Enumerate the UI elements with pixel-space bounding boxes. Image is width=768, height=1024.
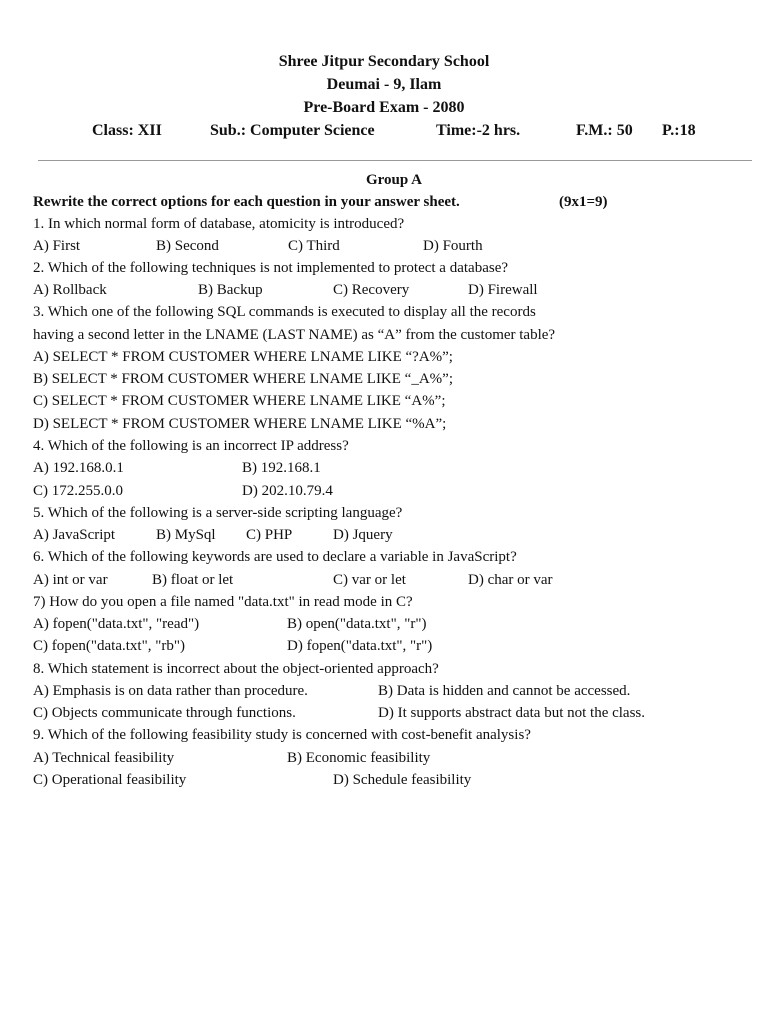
option: B) Backup — [198, 282, 263, 298]
question-4-options-row2 — [33, 483, 753, 503]
question-9: 9. Which of the following feasibility study is concerned with cost-benefit analysis? — [33, 727, 531, 743]
option: A) Emphasis is on data rather than procedure. — [33, 683, 308, 699]
option: D) fopen("data.txt", "r") — [287, 638, 433, 654]
school-address: Deumai - 9, Ilam — [326, 76, 442, 93]
option: A) int or var — [33, 572, 108, 588]
question-9-options-row1 — [33, 750, 753, 770]
option: B) MySql — [156, 527, 216, 543]
option: C) Recovery — [333, 282, 410, 298]
exam-title: Pre-Board Exam - 2080 — [303, 99, 465, 116]
school-name: Shree Jitpur Secondary School — [278, 53, 490, 70]
option: C) Third — [288, 238, 340, 254]
option: B) float or let — [152, 572, 234, 588]
exam-meta — [0, 122, 768, 144]
option: D) Schedule feasibility — [333, 772, 472, 788]
question-4-options-row1 — [33, 460, 753, 480]
option: D) char or var — [468, 572, 553, 588]
option: C) Objects communicate through functions. — [33, 705, 296, 721]
question-3: 3. Which one of the following SQL commands is executed to display all the records — [33, 304, 536, 320]
option: A) JavaScript — [33, 527, 116, 543]
question-3-option-b: B) SELECT * FROM CUSTOMER WHERE LNAME LIKE “_A%”; — [33, 371, 453, 387]
question-3-option-d: D) SELECT * FROM CUSTOMER WHERE LNAME LIKE “%A”; — [33, 416, 447, 432]
option: C) var or let — [333, 572, 406, 588]
option: A) Rollback — [33, 282, 107, 298]
option: C) PHP — [246, 527, 293, 543]
option: D) It supports abstract data but not the class. — [378, 705, 646, 721]
option: B) Second — [156, 238, 219, 254]
question-6-options — [33, 572, 753, 592]
question-3-option-a: A) SELECT * FROM CUSTOMER WHERE LNAME LIKE “?A%”; — [33, 349, 453, 365]
option: A) First — [33, 238, 81, 254]
option: B) Data is hidden and cannot be accessed. — [378, 683, 631, 699]
subject-label: Sub.: Computer Science — [210, 122, 375, 139]
group-marks: (9x1=9) — [559, 194, 608, 210]
pass-marks-label: P.:18 — [662, 122, 696, 139]
group-title: Group A — [366, 172, 422, 188]
question-9-options-row2 — [33, 772, 753, 792]
option: A) 192.168.0.1 — [33, 460, 124, 476]
question-8-options-row1 — [33, 683, 753, 703]
question-2: 2. Which of the following techniques is not implemented to protect a database? — [33, 260, 509, 276]
question-6: 6. Which of the following keywords are used to declare a variable in JavaScript? — [33, 549, 517, 565]
option: B) Economic feasibility — [287, 750, 431, 766]
instruction-text: Rewrite the correct options for each question in your answer sheet. — [33, 194, 460, 210]
option: D) 202.10.79.4 — [242, 483, 333, 499]
option: A) fopen("data.txt", "read") — [33, 616, 200, 632]
option: C) Operational feasibility — [33, 772, 187, 788]
question-1-options — [33, 238, 753, 258]
question-7-options-row1 — [33, 616, 753, 636]
question-3-cont: having a second letter in the LNAME (LAST NAME) as “A” from the customer table? — [33, 327, 556, 343]
option: C) fopen("data.txt", "rb") — [33, 638, 185, 654]
option: D) Jquery — [333, 527, 393, 543]
question-7-options-row2 — [33, 638, 753, 658]
question-5: 5. Which of the following is a server-side scripting language? — [33, 505, 403, 521]
option: B) open("data.txt", "r") — [287, 616, 427, 632]
question-4: 4. Which of the following is an incorrect IP address? — [33, 438, 349, 454]
question-7: 7) How do you open a file named "data.txt" in read mode in C? — [33, 594, 413, 610]
class-label: Class: XII — [92, 122, 162, 139]
question-8-options-row2 — [33, 705, 753, 725]
question-2-options — [33, 282, 753, 302]
question-1: 1. In which normal form of database, atomicity is introduced? — [33, 216, 405, 232]
header-divider — [38, 160, 752, 161]
group-instruction — [33, 194, 733, 214]
full-marks-label: F.M.: 50 — [576, 122, 633, 139]
question-3-option-c: C) SELECT * FROM CUSTOMER WHERE LNAME LIKE “A%”; — [33, 393, 446, 409]
option: A) Technical feasibility — [33, 750, 175, 766]
question-5-options — [33, 527, 753, 547]
option: B) 192.168.1 — [242, 460, 321, 476]
option: C) 172.255.0.0 — [33, 483, 123, 499]
time-label: Time:-2 hrs. — [436, 122, 521, 139]
option: D) Fourth — [423, 238, 483, 254]
question-8: 8. Which statement is incorrect about the object-oriented approach? — [33, 661, 439, 677]
option: D) Firewall — [468, 282, 538, 298]
